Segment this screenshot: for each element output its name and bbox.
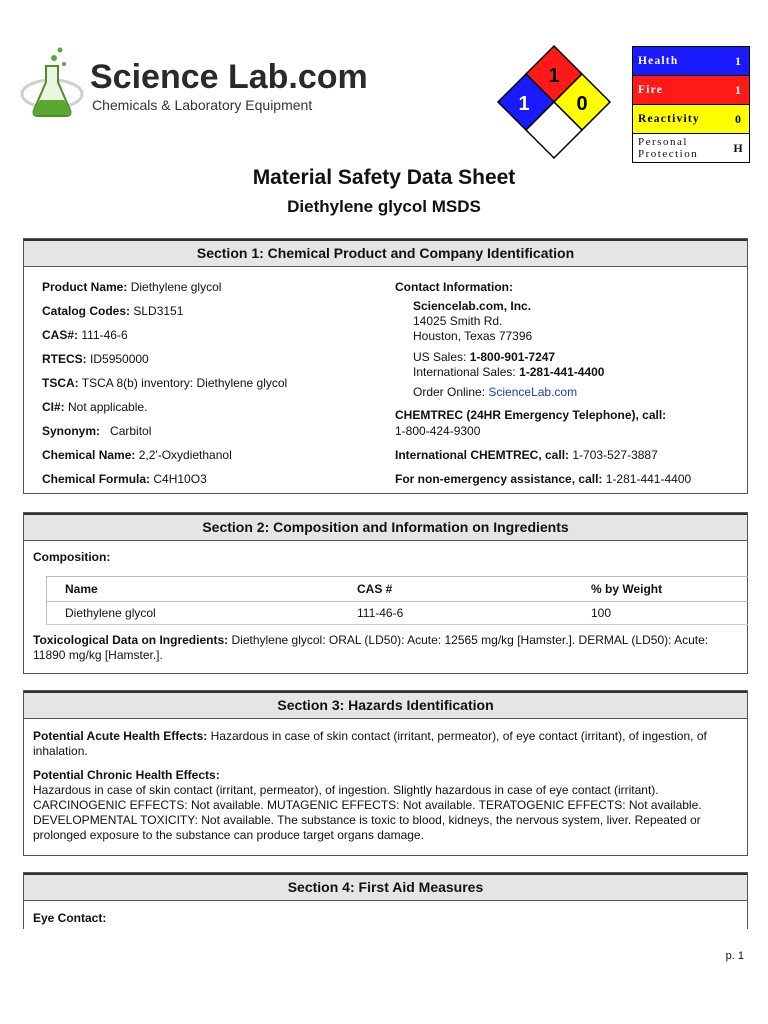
hmis-health-row	[633, 47, 749, 76]
nfpa-health-value: 1	[518, 93, 530, 115]
chronic-effects-text: Hazardous in case of skin contact (irritant, permeator), of ingestion. Slightly hazardous in case of eye contact (irritant). CARCINOGENIC EFFECTS: Not available. MUTAGENIC EFFECTS: Not available. TERATOGENIC EFFECTS: Not available. DEVELOPMENTAL TOXICITY: Not available. The substance is toxic to blood, kidneys, the nervous system, liver. Repeated or prolonged exposure to the substance can produce target organs damage.	[33, 783, 702, 842]
hmis-fire-row	[633, 76, 749, 105]
contact-order-online: Order Online: ScienceLab.com	[413, 385, 578, 399]
hmis-reactivity-value: 0	[735, 111, 741, 126]
sciencelab-logo	[20, 44, 368, 124]
contact-company: Sciencelab.com, Inc.	[413, 299, 532, 313]
field-cas: CAS#: 111-46-6	[42, 328, 128, 342]
section-4	[23, 872, 748, 929]
field-chemical-name: Chemical Name: 2,2'-Oxydiethanol	[42, 448, 232, 462]
hmis-reactivity-row	[633, 105, 749, 134]
document-title: Material Safety Data Sheet	[252, 166, 516, 189]
field-synonym: Synonym: Carbitol	[42, 424, 152, 438]
composition-label: Composition:	[33, 550, 111, 564]
cell-name: Diethylene glycol	[47, 602, 340, 625]
tox-data: Toxicological Data on Ingredients: Diethylene glycol: ORAL (LD50): Acute: 12565 mg/kg [Hamster.]. DERMAL (LD50): Acute: 11890 mg/kg [Hamster.].	[33, 633, 709, 662]
section-2-heading: Section 2: Composition and Information on Ingredients	[24, 513, 747, 541]
hmis-protection-row	[633, 134, 749, 162]
nfpa-fire-value: 1	[548, 65, 560, 87]
cell-cas: 111-46-6	[339, 602, 573, 625]
composition-table	[46, 576, 748, 625]
hmis-fire-label: Fire	[638, 84, 664, 96]
intl-chemtrec: International CHEMTREC, call: 1-703-527-3887	[395, 448, 658, 462]
hmis-reactivity-label: Reactivity	[638, 113, 700, 125]
hmis-label	[632, 46, 750, 163]
non-emergency: For non-emergency assistance, call: 1-281-441-4400	[395, 472, 692, 486]
section-4-heading: Section 4: First Aid Measures	[24, 873, 747, 901]
table-row	[47, 602, 749, 625]
field-ci: CI#: Not applicable.	[42, 400, 148, 414]
contact-address-2: Houston, Texas 77396	[413, 329, 533, 343]
section-3-heading: Section 3: Hazards Identification	[24, 691, 747, 719]
contact-intl-sales: International Sales: 1-281-441-4400	[413, 365, 605, 379]
section-2	[23, 512, 748, 674]
eye-contact-label: Eye Contact:	[33, 911, 107, 925]
contact-us-sales: US Sales: 1-800-901-7247	[413, 350, 556, 364]
section-1	[23, 238, 748, 494]
field-catalog-codes: Catalog Codes: SLD3151	[42, 304, 184, 318]
col-cas: CAS #	[339, 577, 573, 602]
field-product-name: Product Name: Diethylene glycol	[42, 280, 222, 294]
chronic-effects-label: Potential Chronic Health Effects:	[33, 768, 220, 782]
contact-info-label: Contact Information:	[395, 280, 513, 294]
field-chemical-formula: Chemical Formula: C4H10O3	[42, 472, 207, 486]
cell-weight: 100	[573, 602, 748, 625]
chemtrec-label: CHEMTREC (24HR Emergency Telephone), call:	[395, 408, 667, 422]
contact-address-1: 14025 Smith Rd.	[413, 314, 503, 328]
page-number: p. 1	[725, 950, 744, 962]
logo-main-text: Science Lab.com	[90, 58, 368, 96]
composition-header-row	[47, 577, 749, 602]
section-1-heading: Section 1: Chemical Product and Company Identification	[24, 239, 747, 267]
nfpa-reactivity-value: 0	[576, 93, 588, 115]
chemtrec-phone: 1-800-424-9300	[395, 424, 481, 438]
section-3	[23, 690, 748, 856]
logo-sub-text: Chemicals & Laboratory Equipment	[92, 97, 313, 113]
hmis-health-value: 1	[735, 53, 741, 68]
hmis-health-label: Health	[638, 55, 679, 67]
document-subtitle: Diethylene glycol MSDS	[287, 197, 481, 216]
hmis-protection-value: H	[733, 140, 743, 155]
acute-effects: Potential Acute Health Effects: Hazardous in case of skin contact (irritant, permeator), of eye contact (irritant), of ingestion, of inhalation.	[33, 729, 707, 758]
field-tsca: TSCA: TSCA 8(b) inventory: Diethylene glycol	[42, 376, 288, 390]
flask-icon	[20, 44, 368, 124]
hmis-fire-value: 1	[735, 82, 741, 97]
field-rtecs: RTECS: ID5950000	[42, 352, 149, 366]
nfpa-diamond	[496, 44, 612, 160]
hmis-protection-label: Personal Protection	[638, 136, 699, 160]
col-name: Name	[47, 577, 340, 602]
sciencelab-link[interactable]: ScienceLab.com	[488, 385, 578, 399]
col-weight: % by Weight	[573, 577, 748, 602]
